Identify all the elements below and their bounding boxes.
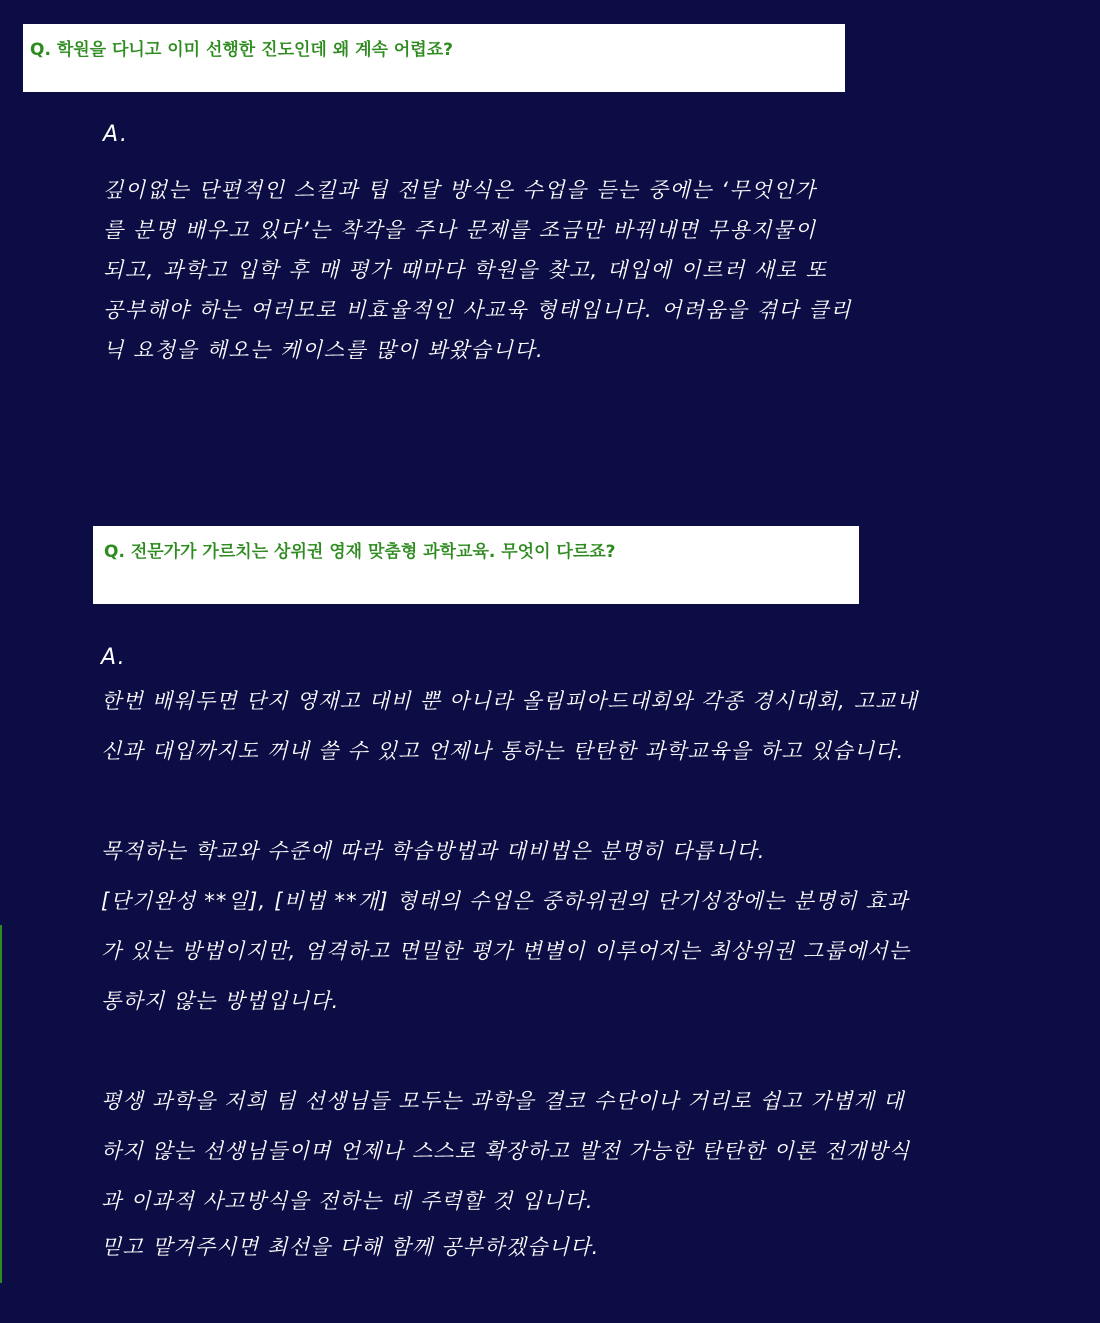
answer-2-line (101, 785, 1091, 835)
question-1-text: Q. 학원을 다니고 이미 선행한 진도인데 왜 계속 어렵죠? (30, 40, 453, 60)
answer-2-line: 하지 않는 선생님들이며 언제나 스스로 확장하고 발전 가능한 탄탄한 이론 전개방식 (101, 1139, 911, 1163)
answer-2-line: 과 이과적 사고방식을 전하는 데 주력할 것 입니다. (101, 1189, 594, 1213)
answer-2-line: 가 있는 방법이지만, 엄격하고 면밀한 평가 변별이 이루어지는 최상위권 그룹에서는 (101, 939, 911, 963)
answer-1-line: 닉 요청을 해오는 케이스를 많이 봐왔습니다. (103, 338, 545, 362)
answer-1-label: A. (103, 122, 129, 147)
answer-2 (101, 645, 1091, 1271)
answer-1 (103, 122, 903, 374)
answer-1-line: 를 분명 배우고 있다’는 착각을 주나 문제를 조금만 바꿔내면 무용지물이 (103, 218, 817, 242)
answer-1-line: 깊이없는 단편적인 스킬과 팁 전달 방식은 수업을 듣는 중에는 ‘무엇인가 (103, 178, 817, 202)
answer-2-line: 평생 과학을 저희 팀 선생님들 모두는 과학을 결코 수단이나 거리로 쉽고 가볍게 대 (101, 1089, 905, 1113)
question-2-text: Q. 전문가가 가르치는 상위권 영재 맞춤형 과학교육. 무엇이 다르죠? (104, 542, 616, 562)
answer-2-line: 한번 배워두면 단지 영재고 대비 뿐 아니라 올림피아드대회와 각종 경시대회, 고교내 (101, 689, 919, 713)
answer-2-line: 통하지 않는 방법입니다. (101, 989, 340, 1013)
answer-2-line (101, 1035, 1091, 1085)
answer-2-line: 믿고 맡겨주시면 최선을 다해 함께 공부하겠습니다. (101, 1235, 600, 1259)
answer-1-line: 되고, 과학고 입학 후 매 평가 때마다 학원을 찾고, 대입에 이르러 새로 또 (103, 258, 828, 282)
question-box-2 (93, 526, 859, 604)
answer-2-line: [단기완성 **일], [비법 **개] 형태의 수업은 중하위권의 단기성장에는 분명히 효과 (101, 889, 909, 913)
left-accent-bar (0, 925, 2, 1283)
answer-2-line: 목적하는 학교와 수준에 따라 학습방법과 대비법은 분명히 다릅니다. (101, 839, 766, 863)
answer-2-label: A. (101, 645, 126, 670)
answer-2-line: 신과 대입까지도 꺼내 쓸 수 있고 언제나 통하는 탄탄한 과학교육을 하고 있습니다. (101, 739, 905, 763)
answer-1-line: 공부해야 하는 여러모로 비효율적인 사교육 형태입니다. 어려움을 겪다 클리 (103, 298, 852, 322)
